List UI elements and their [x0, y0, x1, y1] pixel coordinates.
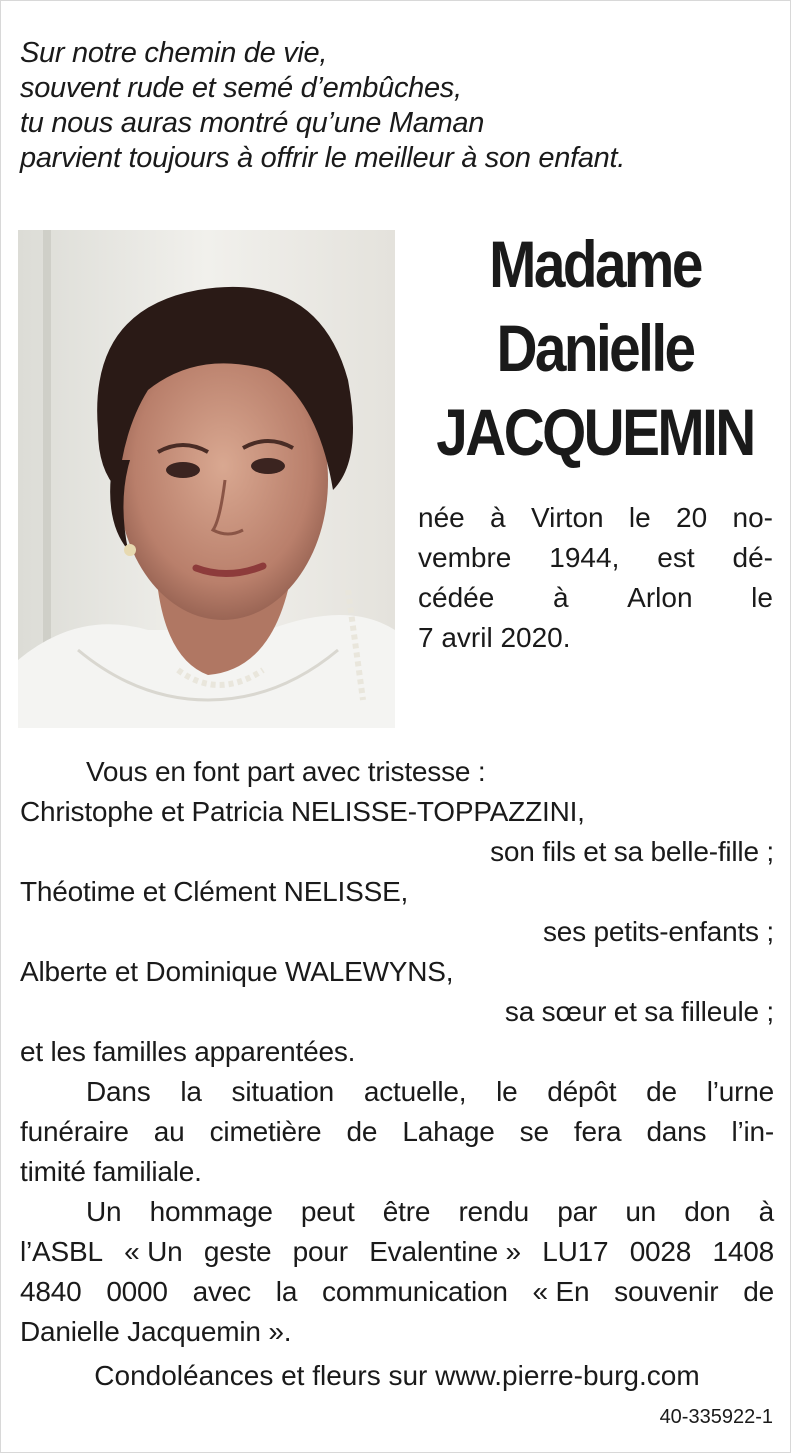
announcement-body: [20, 752, 774, 1352]
deceased-name: [436, 222, 754, 474]
portrait-icon: [18, 230, 395, 728]
name-last: JACQUEMIN: [436, 395, 754, 469]
intro-line: Vous en font part avec tristesse :: [86, 756, 486, 787]
family-names: Théotime et Clément NELISSE,: [20, 876, 409, 907]
poem: [20, 36, 780, 176]
birth-line-3: cédée à Arlon le: [418, 582, 773, 613]
family-relation: sa sœur et sa filleule ;: [504, 996, 774, 1027]
birth-line-2: vembre 1944, est dé-: [418, 542, 773, 573]
condolences-footer: Condoléances et fleurs sur www.pierre-burg.com: [94, 1360, 700, 1391]
paragraph-line: Un hommage peut être rendu par un don à: [86, 1196, 774, 1227]
portrait-photo: [18, 230, 395, 728]
birth-line-1: née à Virton le 20 no-: [418, 502, 773, 533]
poem-line: tu nous auras montré qu’une Maman: [20, 107, 485, 139]
poem-line: parvient toujours à offrir le meilleur à son enfant.: [20, 142, 625, 174]
birth-death-info: [418, 498, 773, 658]
reference-number: 40-335922-1: [659, 1406, 773, 1428]
poem-line: souvent rude et semé d’embûches,: [20, 72, 462, 104]
paragraph-line: funéraire au cimetière de Lahage se fera dans l’in-: [20, 1116, 774, 1147]
paragraph-line: l’ASBL « Un geste pour Evalentine » LU17 0028 1408: [20, 1236, 774, 1267]
paragraph-line: timité familiale.: [20, 1156, 202, 1187]
paragraph-line: Dans la situation actuelle, le dépôt de l’urne: [86, 1076, 774, 1107]
family-relation: ses petits-enfants ;: [542, 916, 774, 947]
family-names: Christophe et Patricia NELISSE-TOPPAZZINI,: [20, 796, 585, 827]
poem-line: Sur notre chemin de vie,: [20, 37, 328, 69]
paragraph-line: Danielle Jacquemin ».: [20, 1316, 292, 1347]
family-names: Alberte et Dominique WALEWYNS,: [20, 956, 454, 987]
families-line: et les familles apparentées.: [20, 1036, 356, 1067]
paragraph-line: 4840 0000 avec la communication « En souvenir de: [20, 1276, 774, 1307]
death-date: 7 avril 2020.: [418, 622, 571, 653]
name-title: Madame: [489, 227, 701, 301]
name-first: Danielle: [496, 311, 694, 385]
family-relation: son fils et sa belle-fille ;: [490, 836, 774, 867]
